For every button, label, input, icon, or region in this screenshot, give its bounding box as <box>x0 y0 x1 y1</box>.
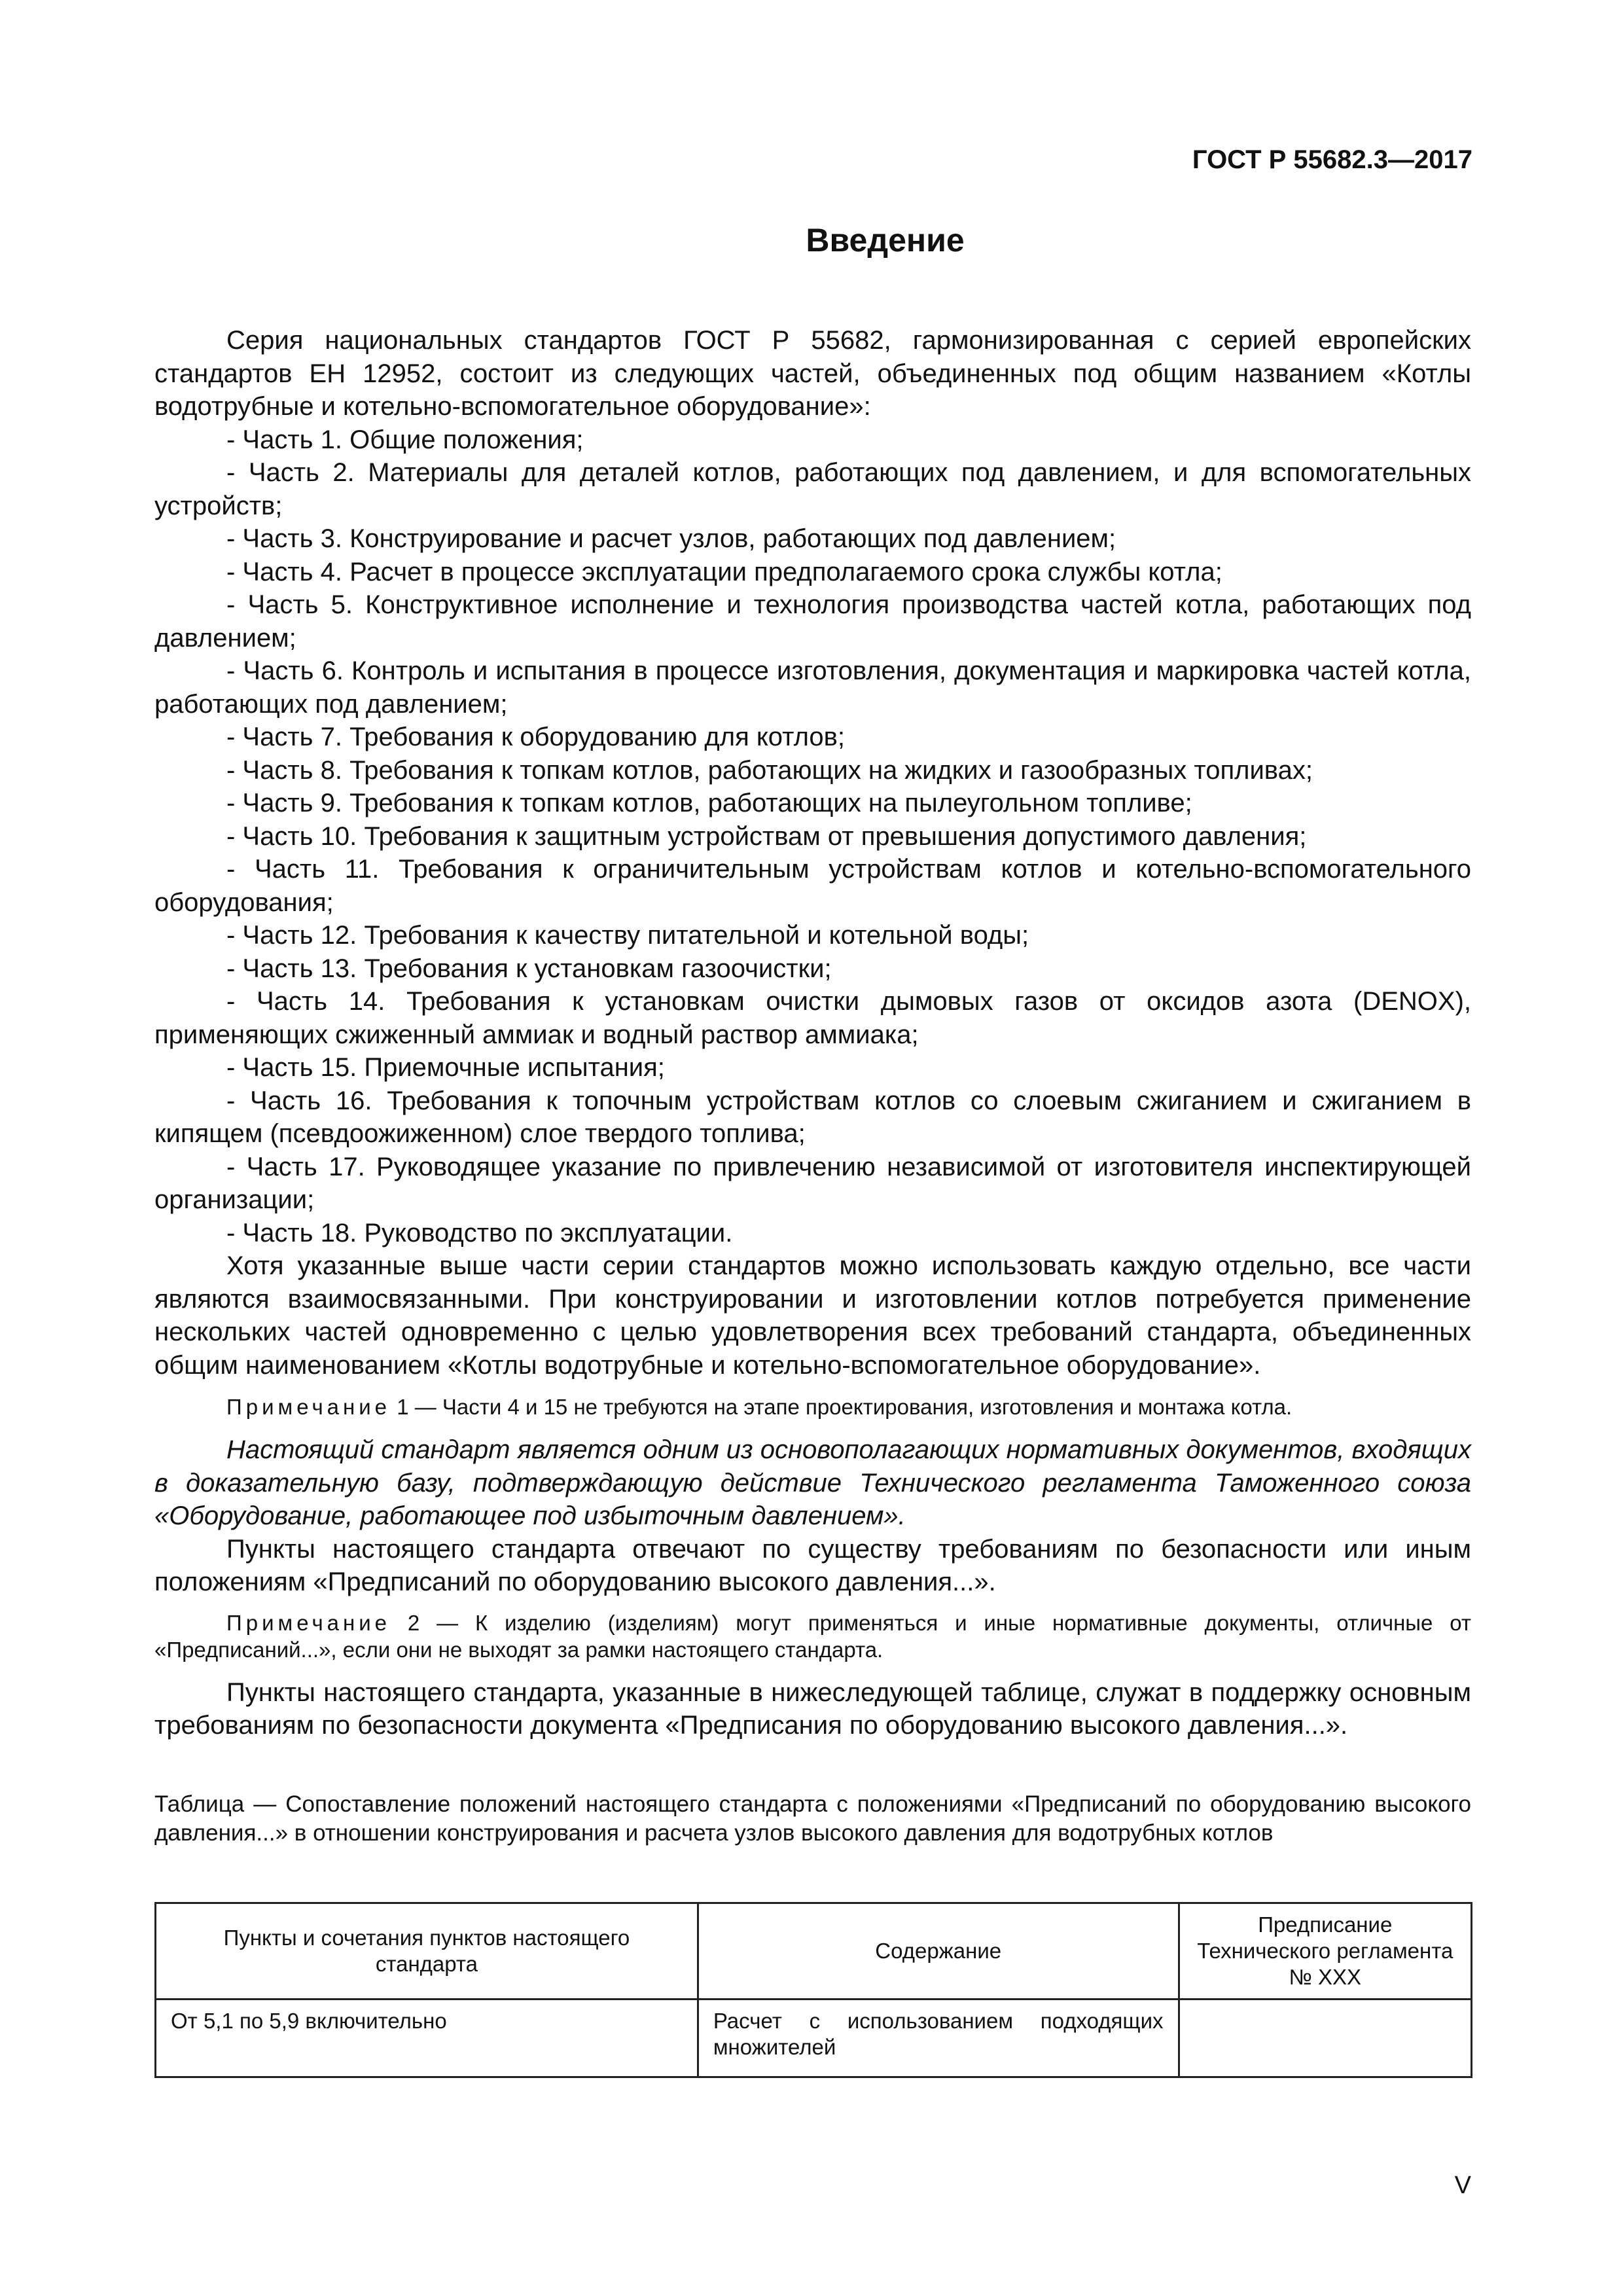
body-text <box>154 324 1471 1742</box>
list-item: - Часть 14. Требования к установкам очистки дымовых газов от оксидов азота (DENOX), применяющих сжиженный аммиак и водный раствор аммиака; <box>154 987 1471 1049</box>
table-header-row <box>156 1903 1472 2000</box>
section-title: Введение <box>806 222 965 259</box>
list-item: - Часть 10. Требования к защитным устройствам от превышения допустимого давления; <box>226 821 1307 851</box>
table-header-cell: Предписание Технического регламента № XXX <box>1179 1903 1471 2000</box>
note-label: Примечание <box>226 1610 391 1635</box>
list-item: - Часть 12. Требования к качеству питательной и котельной воды; <box>226 921 1029 950</box>
list-item: - Часть 1. Общие положения; <box>226 425 584 454</box>
list-item: - Часть 9. Требования к топкам котлов, работающих на пылеугольном топливе; <box>226 789 1192 817</box>
table-header-cell: Пункты и сочетания пунктов настоящего стандарта <box>156 1903 698 2000</box>
note-2 <box>154 1609 1471 1663</box>
list-item: - Часть 2. Материалы для деталей котлов, работающих под давлением, и для вспомогательных устройств; <box>154 458 1471 520</box>
page-number: V <box>1454 2172 1471 2199</box>
note-text: 2 — К изделию (изделиям) могут применяться и иные нормативные документы, отличные от «Предписаний...», если они не выходят за рамки настоящего стандарта. <box>154 1610 1471 1662</box>
document-code: ГОСТ Р 55682.3—2017 <box>1192 145 1472 174</box>
table-intro-paragraph: Пункты настоящего стандарта, указанные в нижеследующей таблице, служат в поддержку основным требованиям по безопасности документа «Предписания по оборудованию высокого давления...». <box>154 1677 1471 1740</box>
list-item: - Часть 3. Конструирование и расчет узлов, работающих под давлением; <box>226 524 1116 553</box>
list-item: - Часть 16. Требования к топочным устройствам котлов со слоевым сжиганием и сжиганием в кипящем (псевдоожиженном) слое твердого топлива; <box>154 1086 1471 1148</box>
note-1 <box>154 1393 1471 1420</box>
note-text: 1 — Части 4 и 15 не требуются на этапе проектирования, изготовления и монтажа котла. <box>397 1395 1293 1419</box>
clauses-paragraph: Пункты настоящего стандарта отвечают по существу требованиям по безопасности или иным положениям «Предписаний по оборудованию высокого давления...». <box>154 1534 1471 1596</box>
list-item: - Часть 11. Требования к ограничительным устройствам котлов и котельно-вспомогательного оборудования; <box>154 855 1471 917</box>
list-item: - Часть 17. Руководящее указание по привлечению независимой от изготовителя инспектирующей организации; <box>154 1152 1471 1214</box>
parts-list <box>154 423 1471 1250</box>
table-cell: Расчет с использованием подходящих множителей <box>698 2000 1179 2077</box>
table-cell <box>1179 2000 1471 2077</box>
note-label: Примечание <box>226 1395 391 1419</box>
intro-paragraph: Серия национальных стандартов ГОСТ Р 55682, гармонизированная с серией европейских стандартов ЕН 12952, состоит из следующих частей, объединенных под общим названием «Котлы водотрубные и котельно-вспомогательное оборудование»: <box>154 326 1471 421</box>
table-cell: От 5,1 по 5,9 включительно <box>156 2000 698 2077</box>
table-header-cell: Содержание <box>698 1903 1179 2000</box>
list-item: - Часть 4. Расчет в процессе эксплуатации предполагаемого срока службы котла; <box>226 557 1222 586</box>
regulation-paragraph: Настоящий стандарт является одним из основополагающих нормативных документов, входящих в доказательную базу, подтверждающую действие Технического регламента Таможенного союза «Оборудование, работающее под избыточным давлением». <box>154 1435 1471 1530</box>
list-item: - Часть 13. Требования к установкам газоочистки; <box>226 954 832 983</box>
list-item: - Часть 7. Требования к оборудованию для котлов; <box>226 723 845 751</box>
parts-relation-paragraph: Хотя указанные выше части серии стандартов можно использовать каждую отдельно, все части являются взаимосвязанными. При конструировании и изготовлении котлов потребуется применение нескольких частей одновременно с целью удовлетворения всех требований стандарта, объединенных общим наименованием «Котлы водотрубные и котельно-вспомогательное оборудование». <box>154 1251 1471 1380</box>
list-item: - Часть 8. Требования к топкам котлов, работающих на жидких и газообразных топливах; <box>226 755 1313 785</box>
table-caption: Таблица — Сопоставление положений настоящего стандарта с положениями «Предписаний по оборудованию высокого давления...» в отношении конструирования и расчета узлов высокого давления для водотрубных котлов <box>154 1791 1471 1846</box>
comparison-table <box>154 1902 1472 2078</box>
list-item: - Часть 18. Руководство по эксплуатации. <box>226 1218 733 1247</box>
table-row <box>156 2000 1472 2077</box>
list-item: - Часть 6. Контроль и испытания в процессе изготовления, документация и маркировка частей котла, работающих под давлением; <box>154 656 1471 719</box>
list-item: - Часть 5. Конструктивное исполнение и технология производства частей котла, работающих под давлением; <box>154 590 1471 653</box>
list-item: - Часть 15. Приемочные испытания; <box>226 1053 665 1082</box>
